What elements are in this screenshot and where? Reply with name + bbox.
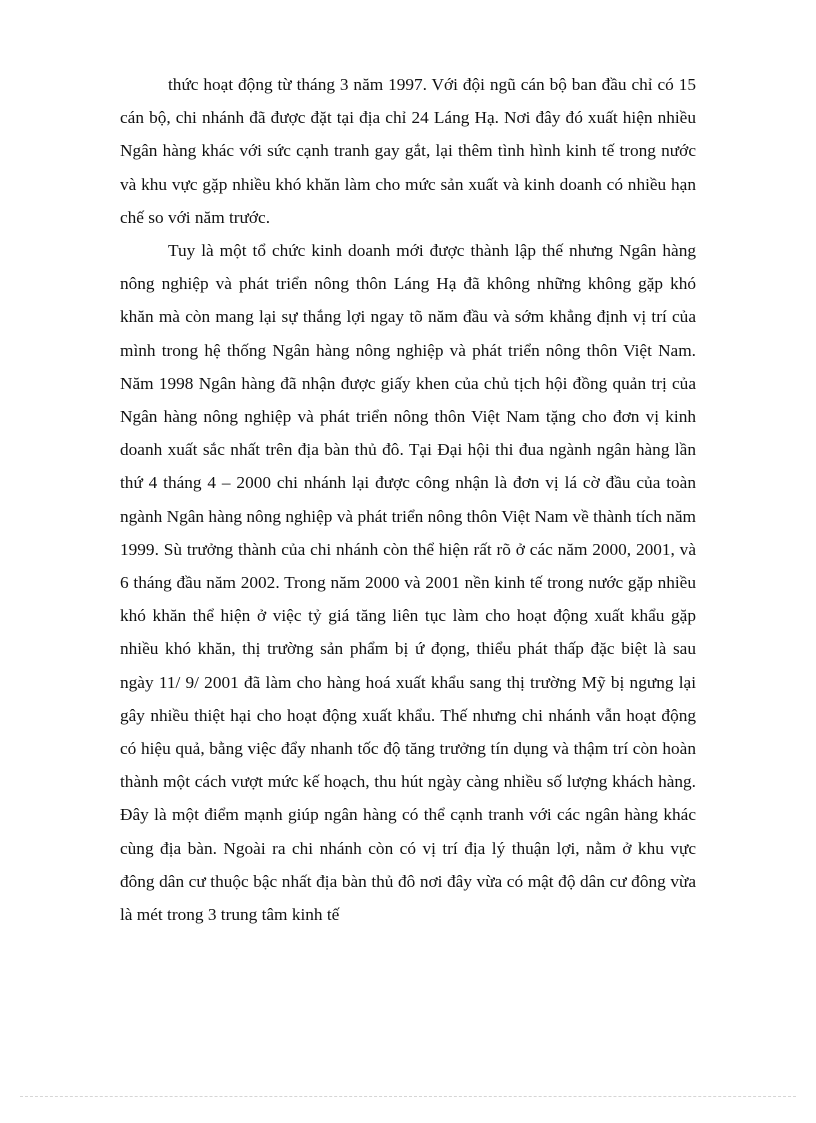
document-body — [120, 68, 696, 931]
paragraph-2: Tuy là một tổ chức kinh doanh mới được thành lập thế nhưng Ngân hàng nông nghiệp và phát triển nông thôn Láng Hạ đã không những không gặp khó khăn mà còn mang lại sự thắng lợi ngay tõ năm đầu và sớm khẳng định vị trí của mình trong hệ thống Ngân hàng nông nghiệp và phát triển nông thôn Việt Nam. Năm 1998 Ngân hàng đã nhận được giấy khen của chủ tịch hội đồng quản trị của Ngân hàng nông nghiệp và phát triển nông thôn Việt Nam tặng cho đơn vị kinh doanh xuất sắc nhất trên địa bàn thủ đô. Tại Đại hội thi đua ngành ngân hàng lần thứ 4 tháng 4 – 2000 chi nhánh lại được công nhận là đơn vị lá cờ đầu của toàn ngành Ngân hàng nông nghiệp và phát triển nông thôn Việt Nam về thành tích năm 1999. Sù trưởng thành của chi nhánh còn thể hiện rất rõ ở các năm 2000, 2001, và 6 tháng đầu năm 2002. Trong năm 2000 và 2001 nền kinh tế trong nước gặp nhiều khó khăn thể hiện ở việc tỷ giá tăng liên tục làm cho hoạt động xuất khẩu gặp nhiều khó khăn, thị trường sản phẩm bị ứ đọng, thiểu phát thấp đặc biệt là sau ngày 11/ 9/ 2001 đã làm cho hàng hoá xuất khẩu sang thị trường Mỹ bị ngưng lại gây nhiều thiệt hại cho hoạt động xuất khẩu. Thế nhưng chi nhánh vẫn hoạt động có hiệu quả, bằng việc đẩy nhanh tốc độ tăng trưởng tín dụng và thậm trí còn hoàn thành một cách vượt mức kế hoạch, thu hút ngày càng nhiều số lượng khách hàng. Đây là một điểm mạnh giúp ngân hàng có thể cạnh tranh với các ngân hàng khác cùng địa bàn. Ngoài ra chi nhánh còn có vị trí địa lý thuận lợi, nằm ở khu vực đông dân cư thuộc bậc nhất địa bàn thủ đô nơi đây vừa có mật độ dân cư đông vừa là mét trong 3 trung tâm kinh tế — [120, 241, 696, 925]
page-bottom-divider — [20, 1096, 796, 1097]
paragraph-1: thức hoạt động từ tháng 3 năm 1997. Với đội ngũ cán bộ ban đầu chỉ có 15 cán bộ, chi nhánh đã được đặt tại địa chỉ 24 Láng Hạ. Nơi đây đó xuất hiện nhiều Ngân hàng khác với sức cạnh tranh gay gắt, lại thêm tình hình kinh tế trong nước và khu vực gặp nhiều khó khăn làm cho mức sản xuất và kinh doanh có nhiều hạn chế so với năm trước. — [120, 75, 696, 227]
